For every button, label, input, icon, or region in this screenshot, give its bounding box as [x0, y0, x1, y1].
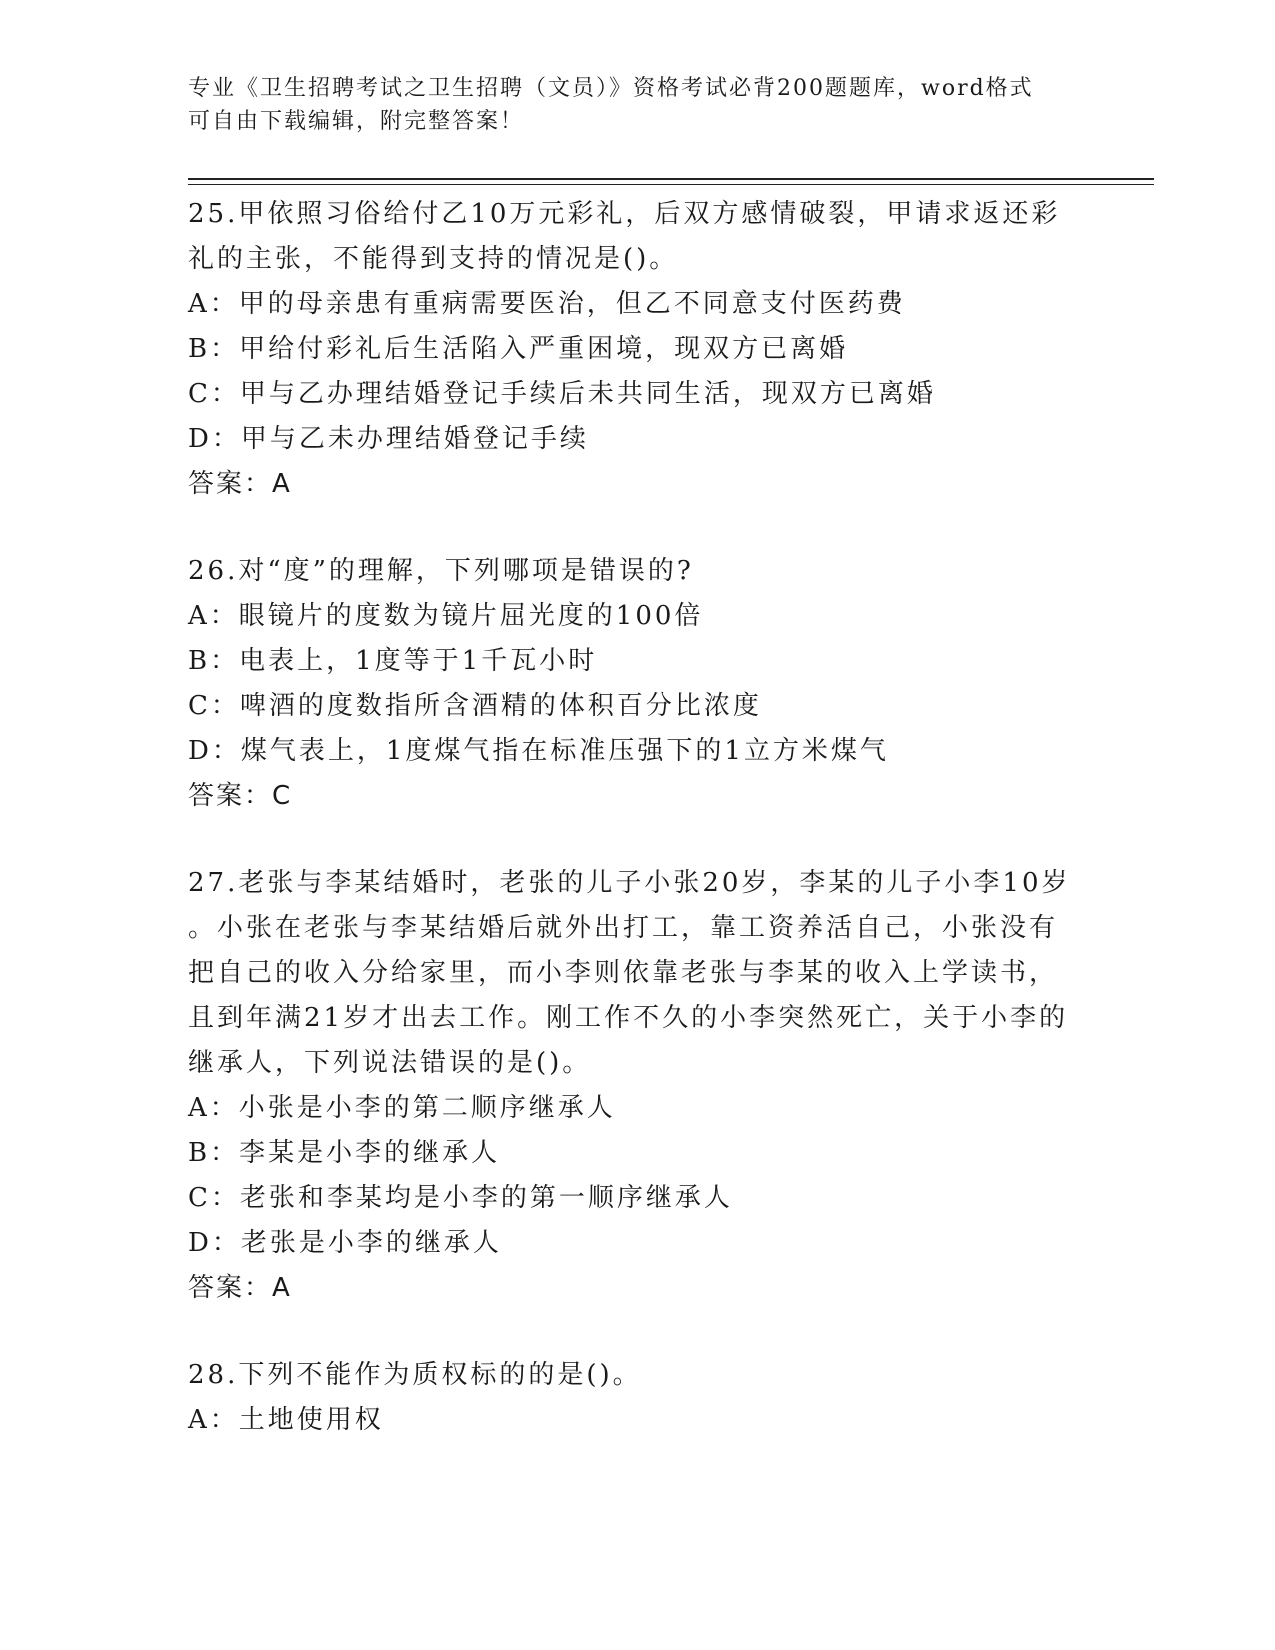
option-b: B：电表上，1度等于1千瓦小时 [188, 646, 598, 676]
question-stem-line: 且到年满21岁才出去工作。刚工作不久的小李突然死亡，关于小李的 [188, 1003, 1069, 1033]
question-stem-line: 。小张在老张与李某结婚后就外出打工，靠工资养活自己，小张没有 [188, 913, 1059, 943]
option-b: B：甲给付彩礼后生活陷入严重困境，现双方已离婚 [188, 334, 849, 364]
question-26 [188, 549, 1088, 819]
question-stem-line: 继承人，下列说法错误的是()。 [188, 1048, 592, 1078]
answer-label: 答案：A [188, 1273, 292, 1303]
option-a: A：甲的母亲患有重病需要医治，但乙不同意支付医药费 [188, 289, 906, 319]
question-28 [188, 1353, 1088, 1443]
option-c: C：甲与乙办理结婚登记手续后未共同生活，现双方已离婚 [188, 379, 936, 409]
question-stem-line: 25.甲依照习俗给付乙10万元彩礼，后双方感情破裂，甲请求返还彩 [188, 199, 1061, 229]
option-d: D：甲与乙未办理结婚登记手续 [188, 424, 589, 454]
document-header [188, 72, 1068, 138]
question-25 [188, 192, 1088, 507]
option-b: B：李某是小李的继承人 [188, 1138, 501, 1168]
option-a: A：眼镜片的度数为镜片屈光度的100倍 [188, 601, 704, 631]
question-stem-line: 26.对“度”的理解，下列哪项是错误的? [188, 556, 694, 586]
option-a: A：土地使用权 [188, 1405, 384, 1435]
question-27 [188, 861, 1088, 1311]
header-line-2: 可自由下载编辑，附完整答案！ [188, 109, 525, 134]
question-stem-line: 礼的主张，不能得到支持的情况是()。 [188, 244, 679, 274]
option-c: C：啤酒的度数指所含酒精的体积百分比浓度 [188, 691, 762, 721]
option-d: D：煤气表上，1度煤气指在标准压强下的1立方米煤气 [188, 736, 889, 766]
answer-label: 答案：A [188, 469, 292, 499]
option-d: D：老张是小李的继承人 [188, 1228, 502, 1258]
option-c: C：老张和李某均是小李的第一顺序继承人 [188, 1183, 733, 1213]
header-divider [188, 178, 1154, 180]
question-stem-line: 把自己的收入分给家里，而小李则依靠老张与李某的收入上学读书， [188, 958, 1059, 988]
question-stem-line: 27.老张与李某结婚时，老张的儿子小张20岁，李某的儿子小李10岁 [188, 868, 1071, 898]
answer-label: 答案：C [188, 781, 293, 811]
header-line-1: 专业《卫生招聘考试之卫生招聘（文员）》资格考试必背200题题库，word格式 [188, 76, 1034, 101]
question-stem-line: 28.下列不能作为质权标的的是()。 [188, 1360, 642, 1390]
header-divider-thin [188, 184, 1154, 185]
option-a: A：小张是小李的第二顺序继承人 [188, 1093, 616, 1123]
question-list [188, 192, 1088, 1485]
